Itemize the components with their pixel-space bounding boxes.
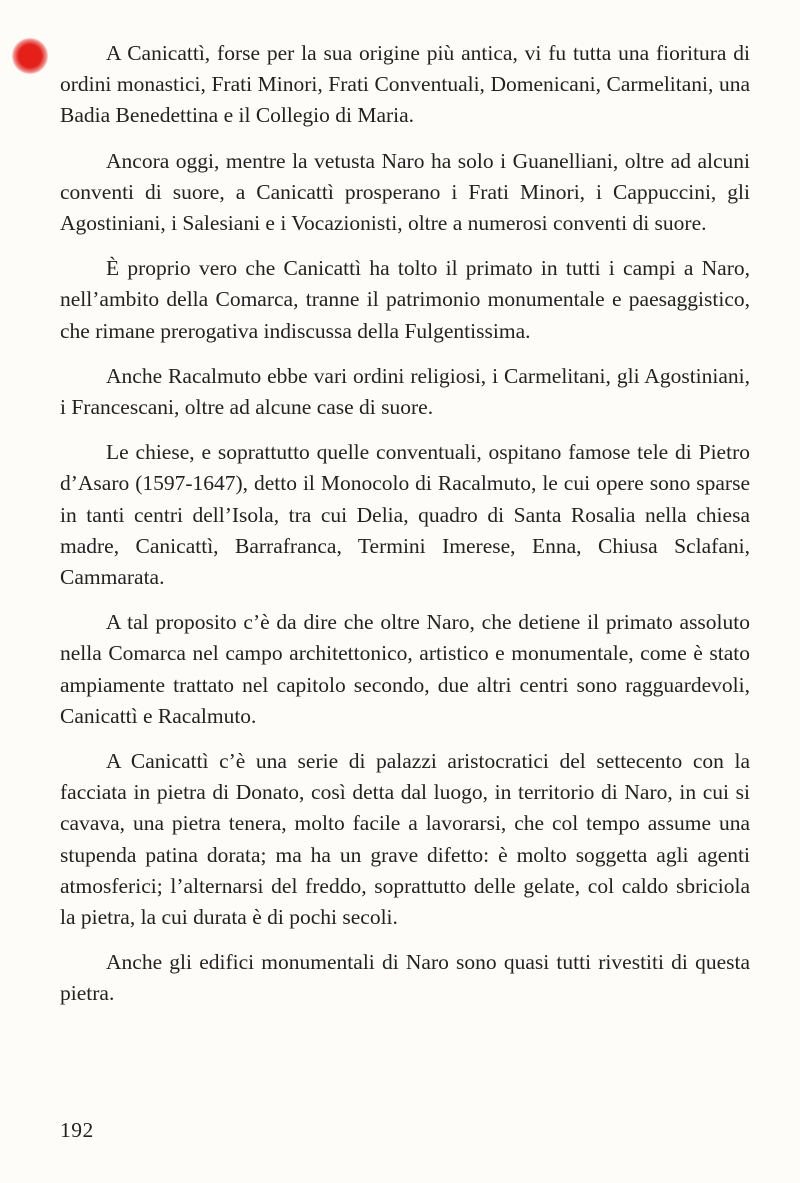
paragraph-8: Anche gli edifici monumentali di Naro sono quasi tutti rivestiti di questa pietra. xyxy=(60,950,750,1006)
paragraph-2: Ancora oggi, mentre la vetusta Naro ha solo i Guanelliani, oltre ad alcuni conventi di suore, a Canicattì prosperano i Frati Minori, i Cappuccini, gli Agostiniani, i Salesiani e i Vocazionisti, oltre a numerosi conventi di suore. xyxy=(60,148,750,236)
body-text xyxy=(60,38,750,1024)
paragraph-7: A Canicattì c’è una serie di palazzi aristocratici del settecento con la facciata in pietra di Donato, così detta dal luogo, in territorio di Naro, in cui si cavava, una pietra tenera, molto facile a lavorarsi, che col tempo assume una stupenda patina dorata; ma ha un grave difetto: è molto soggetta agli agenti atmosferici; l’alternarsi del freddo, soprattutto delle gelate, col caldo sbriciola la pietra, la cui durata è di pochi secoli. xyxy=(60,749,750,930)
red-marker-dot xyxy=(12,38,48,74)
paragraph-4: Anche Racalmuto ebbe vari ordini religiosi, i Carmelitani, gli Agostiniani, i Francescani, oltre ad alcune case di suore. xyxy=(60,363,750,420)
paragraph-6: A tal proposito c’è da dire che oltre Naro, che detiene il primato assoluto nella Comarca nel campo architettonico, artistico e monumentale, come è stato ampiamente trattato nel capitolo secondo, due altri centri sono ragguardevoli, Canicattì e Racalmuto. xyxy=(60,610,750,728)
page-number: 192 xyxy=(60,1118,94,1142)
paragraph-3: È proprio vero che Canicattì ha tolto il primato in tutti i campi a Naro, nell’ambito della Comarca, tranne il patrimonio monumentale e paesaggistico, che rimane prerogativa indiscussa della Fulgentissima. xyxy=(60,256,750,343)
paragraph-1: A Canicattì, forse per la sua origine più antica, vi fu tutta una fioritura di ordini monastici, Frati Minori, Frati Conventuali, Domenicani, Carmelitani, una Badia Benedettina e il Collegio di Maria. xyxy=(60,41,750,128)
paragraph-5: Le chiese, e soprattutto quelle conventuali, ospitano famose tele di Pietro d’Asaro (1597-1647), detto il Monocolo di Racalmuto, le cui opere sono sparse in tanti centri dell’Isola, tra cui Delia, quadro di Santa Rosalia nella chiesa madre, Canicattì, Barrafranca, Termini Imerese, Enna, Chiusa Sclafani, Cammarata. xyxy=(60,440,750,590)
